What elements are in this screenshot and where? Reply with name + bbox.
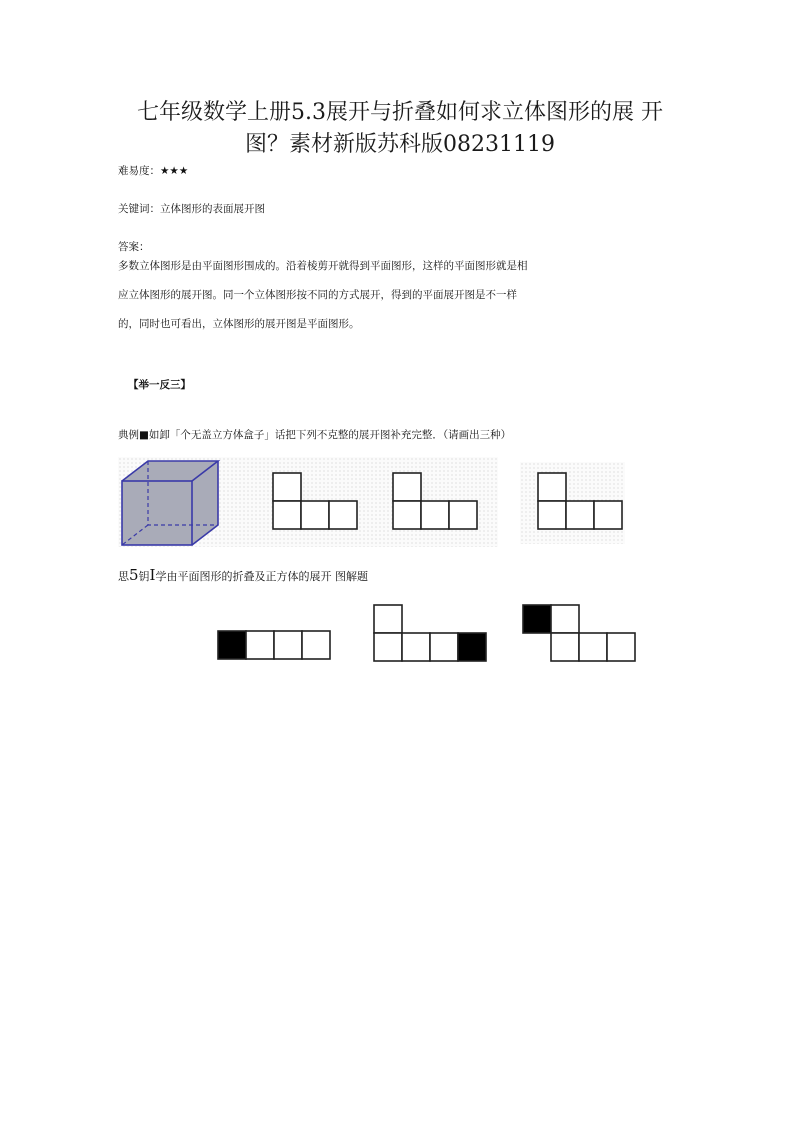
difficulty-stars: ★★★ bbox=[160, 165, 189, 177]
solution-net-1 bbox=[217, 630, 333, 662]
answer-line-1: 多数立体图形是由平面图形围成的。沿着棱剪开就得到平面图形，这样的平面图形就是相 bbox=[118, 260, 528, 272]
document-title bbox=[100, 97, 700, 161]
solution-heading bbox=[118, 566, 368, 584]
section-heading: 【举一反三】 bbox=[128, 379, 191, 391]
difficulty-label: 难易度： bbox=[118, 165, 160, 177]
net-figure-2 bbox=[392, 472, 482, 532]
solution-net-3 bbox=[522, 604, 640, 664]
net-figure-1 bbox=[272, 472, 362, 532]
solution-number: 5 bbox=[129, 566, 139, 584]
open-cube-figure bbox=[118, 457, 228, 549]
net-figure-3 bbox=[537, 472, 627, 532]
solution-net-2 bbox=[373, 604, 491, 664]
keywords-value: 立体图形的表面展开图 bbox=[160, 203, 265, 215]
solution-prefix: 思 bbox=[118, 570, 129, 583]
title-line-1: 七年级数学上册5.3展开与折叠如何求立体图形的展 开 bbox=[137, 100, 663, 125]
answer-line-2: 应立体图形的展开图。同一个立体图形按不同的方式展开，得到的平面展开图是不一样 bbox=[118, 289, 517, 301]
solution-text: 学由平面图形的折叠及正方体的展开 图解题 bbox=[155, 570, 368, 583]
answer-line-3: 的，同时也可看出，立体图形的展开图是平面图形。 bbox=[118, 318, 360, 330]
solution-mid: 钥 bbox=[138, 570, 150, 583]
example-text: 典例■如卸「个无盖立方体盒子」话把下列不克整的展开图补充完整．（请画出三种） bbox=[118, 429, 512, 441]
keywords-label: 关键词： bbox=[118, 203, 160, 215]
solution-roman: I bbox=[149, 566, 156, 584]
keywords-row bbox=[118, 201, 265, 216]
difficulty-row bbox=[118, 163, 188, 178]
answer-label: 答案： bbox=[118, 241, 150, 253]
title-line-2: 图？素材新版苏科版08231119 bbox=[245, 132, 555, 157]
